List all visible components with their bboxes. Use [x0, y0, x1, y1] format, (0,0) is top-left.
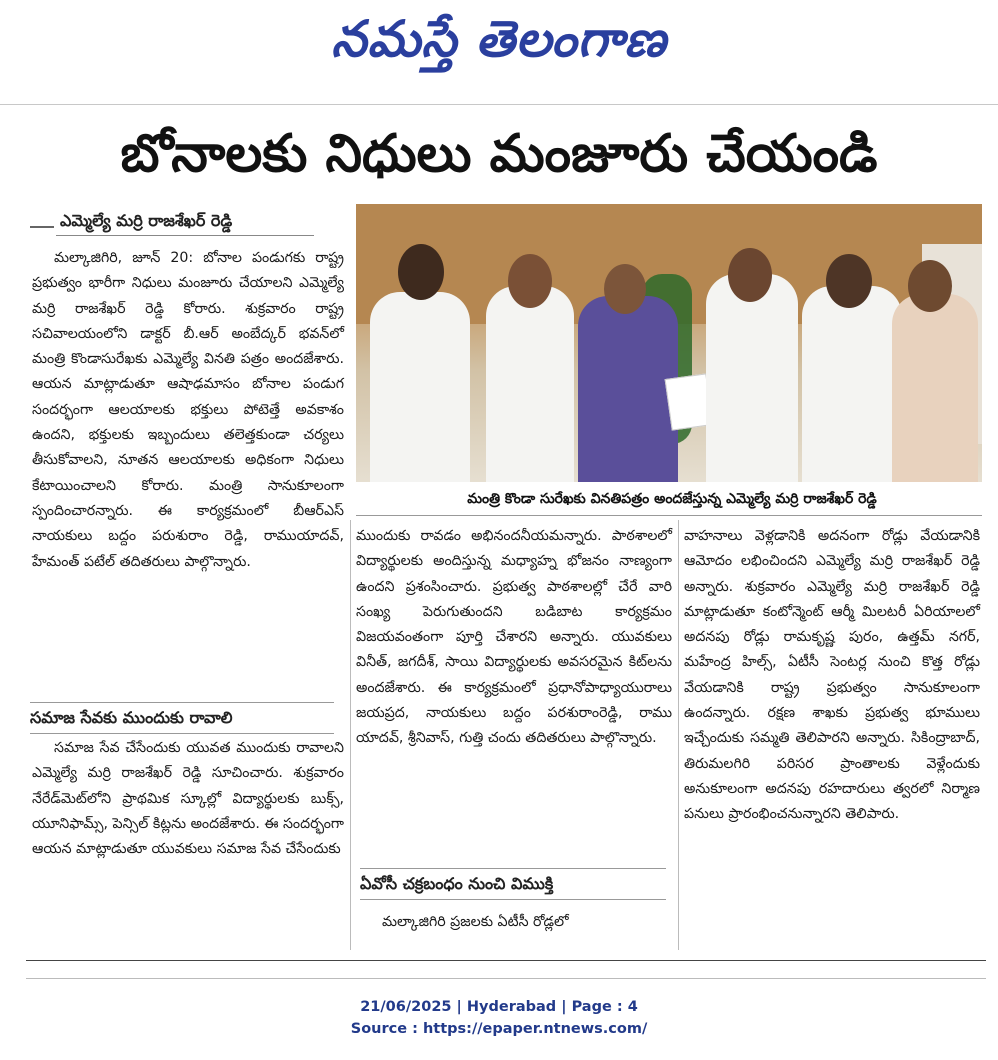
divider: [0, 104, 998, 105]
article-paragraph: సమాజ సేవ చేసేందుకు యువత ముందుకు రావాలని ఎమ్మెల్యే మర్రి రాజశేఖర్ రెడ్డి సూచించారు. శుక్రవారం నేరేడ్‌మెట్‌లోని ప్రాథమిక స్కూల్లో విద్యార్థులకు బుక్స్, యూనిఫామ్స్, పెన్సిల్ కిట్లను అందజేశారు. ఈ సందర్భంగా ఆయన మాట్లాడుతూ యువకులు సమాజ సేవ చేసేందుకు: [32, 740, 344, 858]
photo-person: [892, 294, 978, 482]
article-column-1-lower: [32, 736, 344, 946]
photo-person-head: [508, 254, 552, 308]
photo-person-head: [604, 264, 646, 314]
masthead-logo: నమస్తే తెలంగాణ: [331, 9, 667, 68]
photo-person: [706, 274, 798, 482]
article-paragraph: మల్కాజిగిరి ప్రజలకు ఏటీసీ రోడ్లలో: [382, 914, 569, 930]
divider: [30, 226, 54, 228]
column-divider: [678, 520, 679, 950]
photo-person: [370, 292, 470, 482]
column-divider: [350, 520, 351, 950]
photo-person-head: [728, 248, 772, 302]
photo-person: [486, 286, 574, 482]
divider: [26, 978, 986, 979]
byline: ఎమ్మెల్యే మర్రి రాజశేఖర్ రెడ్డి: [56, 206, 314, 236]
photo-person-head: [908, 260, 952, 312]
photo-person-head: [398, 244, 444, 300]
divider: [26, 960, 986, 961]
footer-date-page: 21/06/2025 | Hyderabad | Page : 4: [360, 999, 638, 1015]
article-column-2: [356, 524, 672, 859]
photo-person: [802, 286, 902, 482]
photo-person-head: [826, 254, 872, 308]
divider: [356, 515, 982, 516]
photo-person: [578, 296, 678, 482]
footer-source: Source : https://epaper.ntnews.com/: [350, 1021, 648, 1037]
article-column-3: [684, 524, 980, 942]
article-paragraph: మల్కాజిగిరి, జూన్ 20: బోనాల పండుగకు రాష్ట్ర ప్రభుత్వం భారీగా నిధులు మంజూరు చేయాలని ఎమ్మెల్యే మర్రి రాజశేఖర్ రెడ్డి కోరారు. శుక్రవారం రాష్ట్ర సచివాలయంలోని డాక్టర్ బీ.ఆర్ అంబేద్కర్ భవన్‌లో మంత్రి కొండాసురేఖకు ఎమ్మెల్యే వినతి పత్రం అందజేశారు. ఆయన మాట్లాడుతూ ఆషాఢమాసం బోనాల పండుగ సందర్భంగా ఆలయాలకు భక్తులు పోటెత్తే అవకాశం ఉందని, భక్తులకు ఇబ్బందులు తలెత్తకుండా చర్యలు తీసుకోవాలని, నూతన ఆలయాలకు అధికంగా నిధులు కేటాయించాలని కోరారు. మంత్రి సానుకూలంగా స్పందించారన్నారు. ఈ కార్యక్రమంలో బీఆర్ఎస్ నాయకులు బద్దం పరుశురాం రెడ్డి, రాముయాదవ్, హేమంత్ పటేల్ తదితరులు పాల్గొన్నారు.: [32, 250, 344, 570]
headline: బోనాలకు నిధులు మంజూరు చేయండి: [120, 124, 878, 184]
article-paragraph: ముందుకు రావడం అభినందనీయమన్నారు. పాఠశాలలో విద్యార్థులకు అందిస్తున్న మధ్యాహ్న భోజనం నాణ్యంగా ఉందని ప్రశంసించారు. ప్రభుత్వ పాఠశాలల్లో చేరే వారి సంఖ్య పెరుగుతుందని బడిబాట కార్యక్రమం విజయవంతంగా పూర్తి చేశారని అన్నారు. యువకులు వినీత్, జగదీశ్, సాయి విద్యార్థులకు అవసరమైన కిట్‌లను అందజేశారు. ఈ కార్యక్రమంలో ప్రధానోపాధ్యాయురాలు జయప్రద, నాయకులు బద్దం పరశురాంరెడ్డి, రాము యాదవ్, శ్రీనివాస్, గుత్తి చందు తదితరులు పాల్గొన్నారు.: [356, 528, 672, 747]
news-photo: [356, 204, 982, 482]
subheading: ఏవోసీ చక్రబంధం నుంచి విముక్తి: [360, 868, 666, 900]
photo-caption: మంత్రి కొండా సురేఖకు వినతిపత్రం అందజేస్తున్న ఎమ్మెల్యే మర్రి రాజశేఖర్ రెడ్డి: [467, 491, 877, 507]
subheading: సమాజ సేవకు ముందుకు రావాలి: [30, 702, 334, 734]
article-column-1: [32, 246, 344, 688]
article-paragraph: వాహనాలు వెళ్లడానికి అదనంగా రోడ్లు వేయడానికి ఆమోదం లభించిందని ఎమ్మెల్యే మర్రి రాజశేఖర్ రెడ్డి అన్నారు. శుక్రవారం ఎమ్మెల్యే మర్రి రాజశేఖర్ రెడ్డి మాట్లాడుతూ కంటోన్మెంట్ ఆర్మీ మిలటరీ ఏరియాలలో అదనపు రోడ్లు రామకృష్ణ పురం, ఉత్తమ్ నగర్, మహేంద్ర హిల్స్, ఏటీసీ సెంటర్ల నుంచి కొత్త రోడ్లు వేయడానికి రాష్ట్ర ప్రభుత్వం సానుకూలంగా ఉందన్నారు. రక్షణ శాఖకు ప్రభుత్వ భూములు ఇచ్చేందుకు సమ్మతి తెలిపారని అన్నారు. సికింద్రాబాద్, తిరుమలగిరి పరిసర ప్రాంతాలకు వెళ్లేందుకు అనుకూలంగా అదనపు రహదారులు త్వరలో నిర్మాణ పనులు ప్రారంభించనున్నారని తెలిపారు.: [684, 528, 980, 823]
